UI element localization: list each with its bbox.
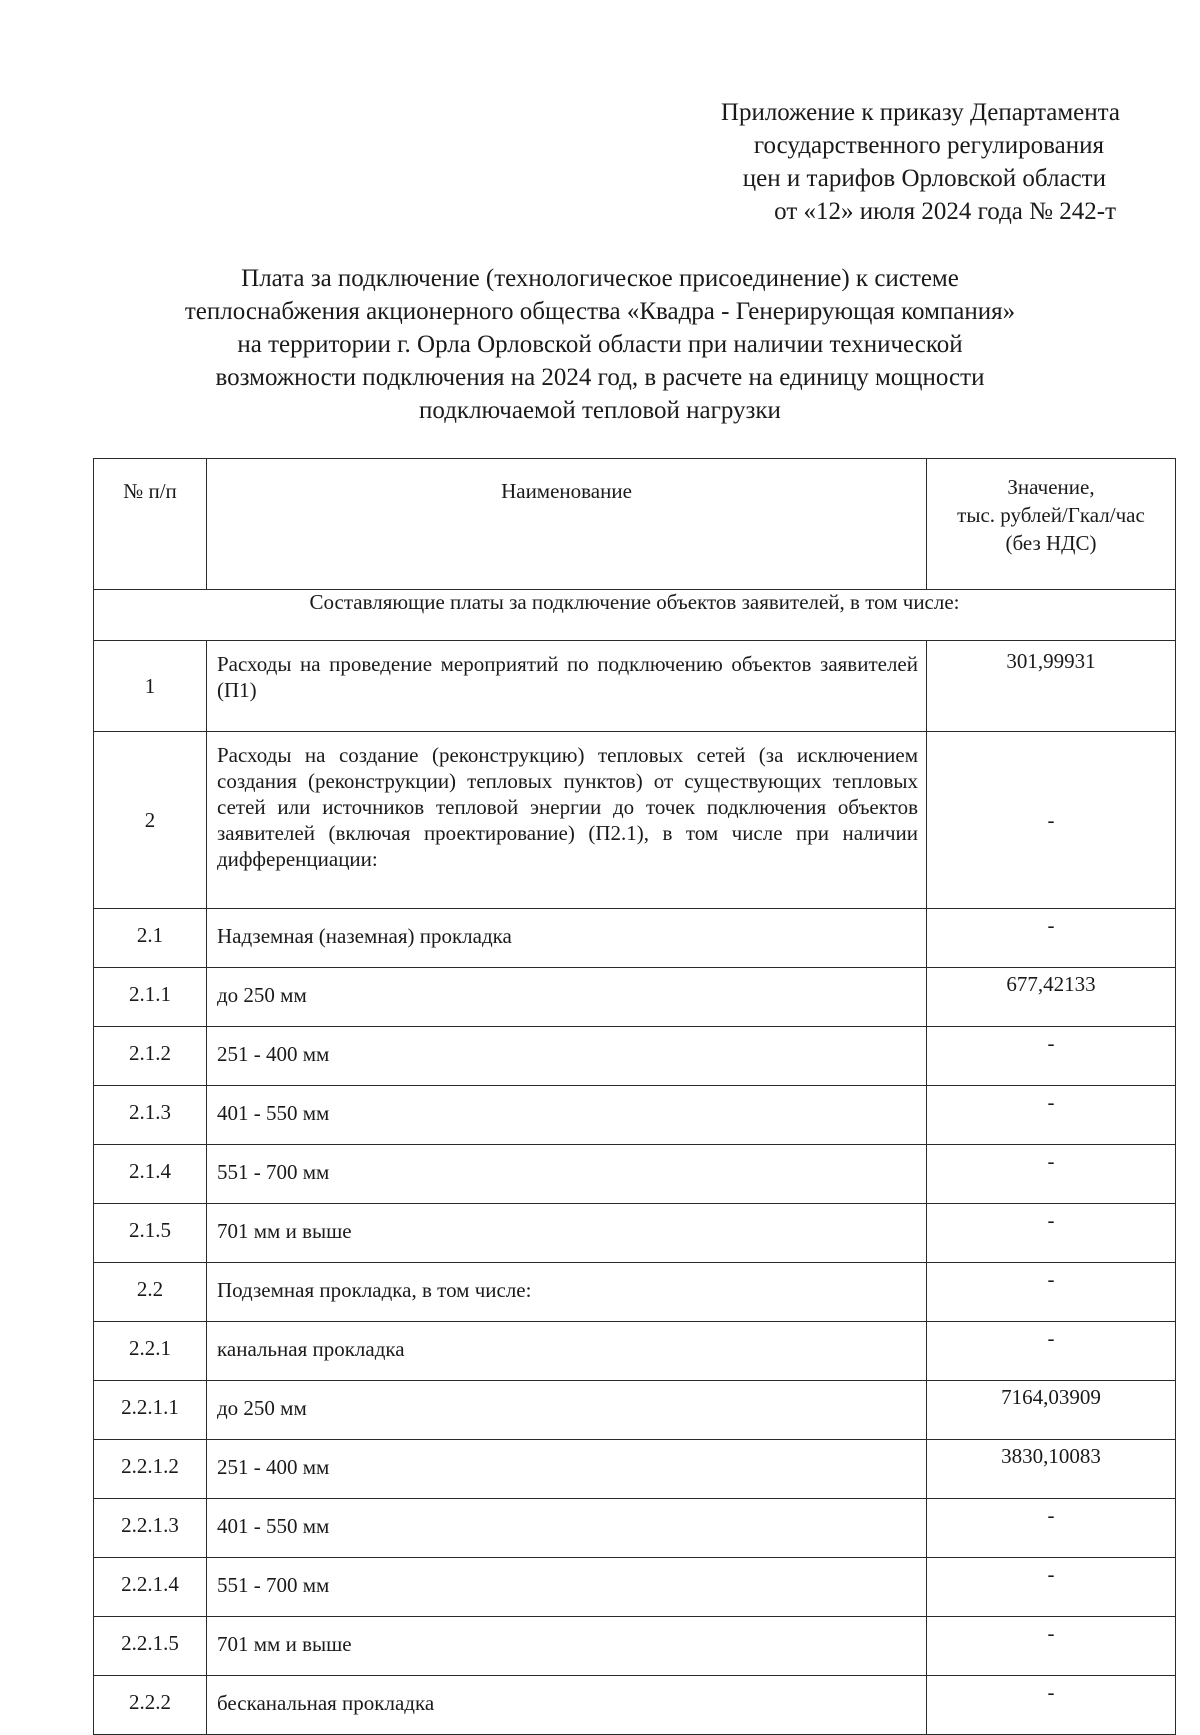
row-value: - xyxy=(927,1086,1176,1145)
row-name: 701 мм и выше xyxy=(207,1617,927,1676)
row-value: - xyxy=(927,1499,1176,1558)
header-number: № п/п xyxy=(94,459,207,590)
table-header-row xyxy=(94,459,1176,590)
row-name: 401 - 550 мм xyxy=(207,1086,927,1145)
title-line: теплоснабжения акционерного общества «Квадра - Генерирующая компания» xyxy=(184,298,1016,325)
header-line: от «12» июля 2024 года № 242-т xyxy=(774,198,1116,225)
header-name: Наименование xyxy=(207,459,927,590)
row-name: Подземная прокладка, в том числе: xyxy=(207,1263,927,1322)
table-row xyxy=(94,1263,1176,1322)
row-name: 701 мм и выше xyxy=(207,1204,927,1263)
row-value: 301,99931 xyxy=(927,641,1176,732)
row-name: 251 - 400 мм xyxy=(207,1027,927,1086)
table-row xyxy=(94,1558,1176,1617)
row-number: 2.1.4 xyxy=(94,1145,207,1204)
table-row xyxy=(94,1381,1176,1440)
table-row xyxy=(94,909,1176,968)
row-value: - xyxy=(927,1617,1176,1676)
header-value xyxy=(927,459,1176,590)
header-value-line: (без НДС) xyxy=(1005,531,1097,555)
table-row xyxy=(94,641,1176,732)
row-number: 2.2.1.2 xyxy=(94,1440,207,1499)
row-number: 2.1 xyxy=(94,909,207,968)
row-value: - xyxy=(927,1263,1176,1322)
row-number: 2 xyxy=(94,732,207,909)
row-name: Расходы на создание (реконструкцию) тепловых сетей (за исключением создания (реконструкции) тепловых пунктов) от существующих тепловых сетей или источников тепловой энергии до точек подключения объектов заявителей (включая проектирование) (П2.1), в том числе при наличии дифференциации: xyxy=(207,732,927,909)
table-row xyxy=(94,1617,1176,1676)
row-value: 3830,10083 xyxy=(927,1440,1176,1499)
row-name: Надземная (наземная) прокладка xyxy=(207,909,927,968)
row-name: 551 - 700 мм xyxy=(207,1145,927,1204)
row-name: до 250 мм xyxy=(207,968,927,1027)
row-value: - xyxy=(927,1322,1176,1381)
title-line: Плата за подключение (технологическое присоединение) к системе xyxy=(241,265,959,292)
fee-table xyxy=(93,458,1176,1735)
row-value: - xyxy=(927,1558,1176,1617)
row-number: 2.1.5 xyxy=(94,1204,207,1263)
row-number: 2.2.1.5 xyxy=(94,1617,207,1676)
row-number: 2.2.1.1 xyxy=(94,1381,207,1440)
table-row xyxy=(94,1499,1176,1558)
header-value-line: тыс. рублей/Гкал/час xyxy=(957,503,1145,527)
header-line: государственного регулирования xyxy=(753,132,1104,159)
row-name: канальная прокладка xyxy=(207,1322,927,1381)
row-value: 677,42133 xyxy=(927,968,1176,1027)
row-name: до 250 мм xyxy=(207,1381,927,1440)
row-number: 2.1.2 xyxy=(94,1027,207,1086)
row-number: 1 xyxy=(94,641,207,732)
row-value: - xyxy=(927,1204,1176,1263)
table-row xyxy=(94,1676,1176,1735)
table-row xyxy=(94,1027,1176,1086)
title-line: подключаемой тепловой нагрузки xyxy=(419,397,781,424)
table-row xyxy=(94,732,1176,909)
header-value-line: Значение, xyxy=(1007,475,1095,499)
row-value: 7164,03909 xyxy=(927,1381,1176,1440)
title-line: на территории г. Орла Орловской области при наличии технической xyxy=(237,331,963,358)
table-row xyxy=(94,1322,1176,1381)
section-row xyxy=(94,590,1176,641)
table-row xyxy=(94,968,1176,1027)
header-line: Приложение к приказу Департамента xyxy=(720,99,1120,126)
row-name: 251 - 400 мм xyxy=(207,1440,927,1499)
row-name: 401 - 550 мм xyxy=(207,1499,927,1558)
row-value: - xyxy=(927,1027,1176,1086)
row-value: - xyxy=(927,1676,1176,1735)
row-value: - xyxy=(927,909,1176,968)
row-number: 2.2.2 xyxy=(94,1676,207,1735)
row-number: 2.1.3 xyxy=(94,1086,207,1145)
row-name: бесканальная прокладка xyxy=(207,1676,927,1735)
row-number: 2.2.1.4 xyxy=(94,1558,207,1617)
row-name: Расходы на проведение мероприятий по подключению объектов заявителей (П1) xyxy=(207,641,927,732)
table-row xyxy=(94,1204,1176,1263)
table-row xyxy=(94,1440,1176,1499)
row-number: 2.1.1 xyxy=(94,968,207,1027)
table-row xyxy=(94,1145,1176,1204)
row-number: 2.2.1.3 xyxy=(94,1499,207,1558)
row-value: - xyxy=(927,1145,1176,1204)
table-row xyxy=(94,1086,1176,1145)
title-line: возможности подключения на 2024 год, в расчете на единицу мощности xyxy=(215,364,985,391)
row-number: 2.2 xyxy=(94,1263,207,1322)
row-value: - xyxy=(927,732,1176,909)
header-line: цен и тарифов Орловской области xyxy=(742,165,1106,192)
row-number: 2.2.1 xyxy=(94,1322,207,1381)
row-name: 551 - 700 мм xyxy=(207,1558,927,1617)
document-title xyxy=(100,262,1100,427)
order-reference-header xyxy=(600,96,1120,228)
section-title: Составляющие платы за подключение объектов заявителей, в том числе: xyxy=(94,590,1176,641)
